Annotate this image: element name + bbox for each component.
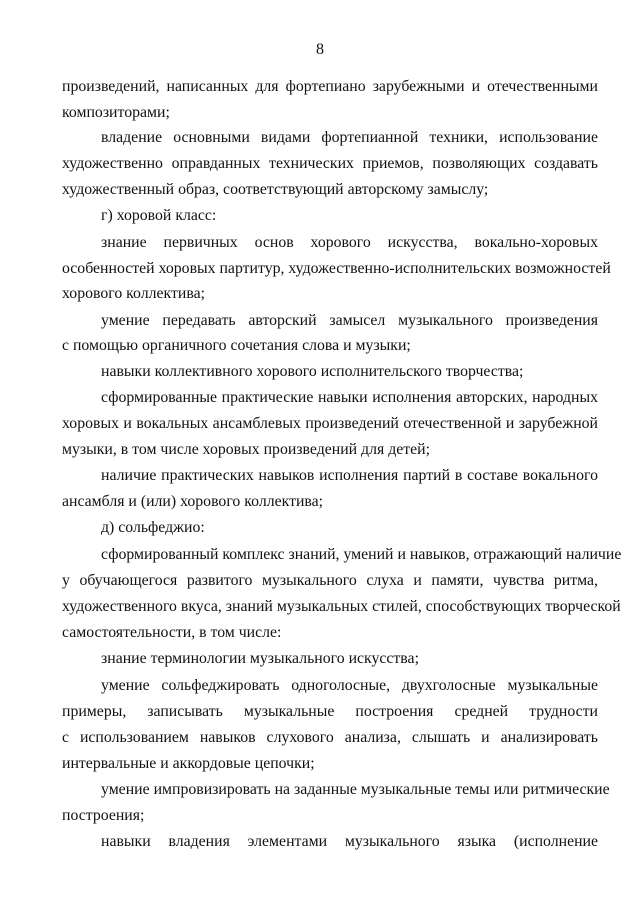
text-line: знание терминологии музыкального искусства; [101,650,419,667]
text-line: с использованием навыков слухового анализа, слышать и анализировать [62,729,598,746]
text-line: с помощью органичного сочетания слова и музыки; [62,337,411,354]
text-line: умение сольфеджировать одноголосные, двухголосные музыкальные [101,677,598,694]
text-line: сформированные практические навыки исполнения авторских, народных [101,389,598,406]
text-line: особенностей хоровых партитур, художественно-исполнительских возможностей [62,260,611,277]
text-line: художественно оправданных технических приемов, позволяющих создавать [62,155,598,172]
text-line: интервальные и аккордовые цепочки; [62,755,315,772]
text-line: наличие практических навыков исполнения партий в составе вокального [101,467,598,484]
text-line: примеры, записывать музыкальные построения средней трудности [62,703,598,720]
text-line: навыки коллективного хорового исполнительского творчества; [101,363,524,380]
section-heading: д) сольфеджио: [101,519,205,536]
text-line: ансамбля и (или) хорового коллектива; [62,493,324,510]
text-line: у обучающегося развитого музыкального слуха и памяти, чувства ритма, [62,572,598,589]
text-line: владение основными видами фортепианной техники, использование [101,129,598,146]
text-line: композиторами; [62,104,170,121]
text-line: художественный образ, соответствующий авторскому замыслу; [62,181,489,198]
text-line: умение передавать авторский замысел музыкального произведения [101,312,598,329]
text-line: художественного вкуса, знаний музыкальных стилей, способствующих творческой [62,598,621,615]
text-line: знание первичных основ хорового искусства, вокально-хоровых [101,234,598,251]
text-line: самостоятельности, в том числе: [62,624,282,641]
text-line: хоровых и вокальных ансамблевых произведений отечественной и зарубежной [62,415,598,432]
text-line: хорового коллектива; [62,285,205,302]
text-line: музыки, в том числе хоровых произведений для детей; [62,441,431,458]
text-line: навыки владения элементами музыкального языка (исполнение [101,833,598,850]
text-line: произведений, написанных для фортепиано зарубежными и отечественными [62,78,598,95]
page-number: 8 [316,41,324,58]
text-line: сформированный комплекс знаний, умений и навыков, отражающий наличие [101,546,622,563]
section-heading: г) хоровой класс: [101,207,217,224]
text-line: построения; [62,807,145,824]
text-line: умение импровизировать на заданные музыкальные темы или ритмические [101,781,610,798]
